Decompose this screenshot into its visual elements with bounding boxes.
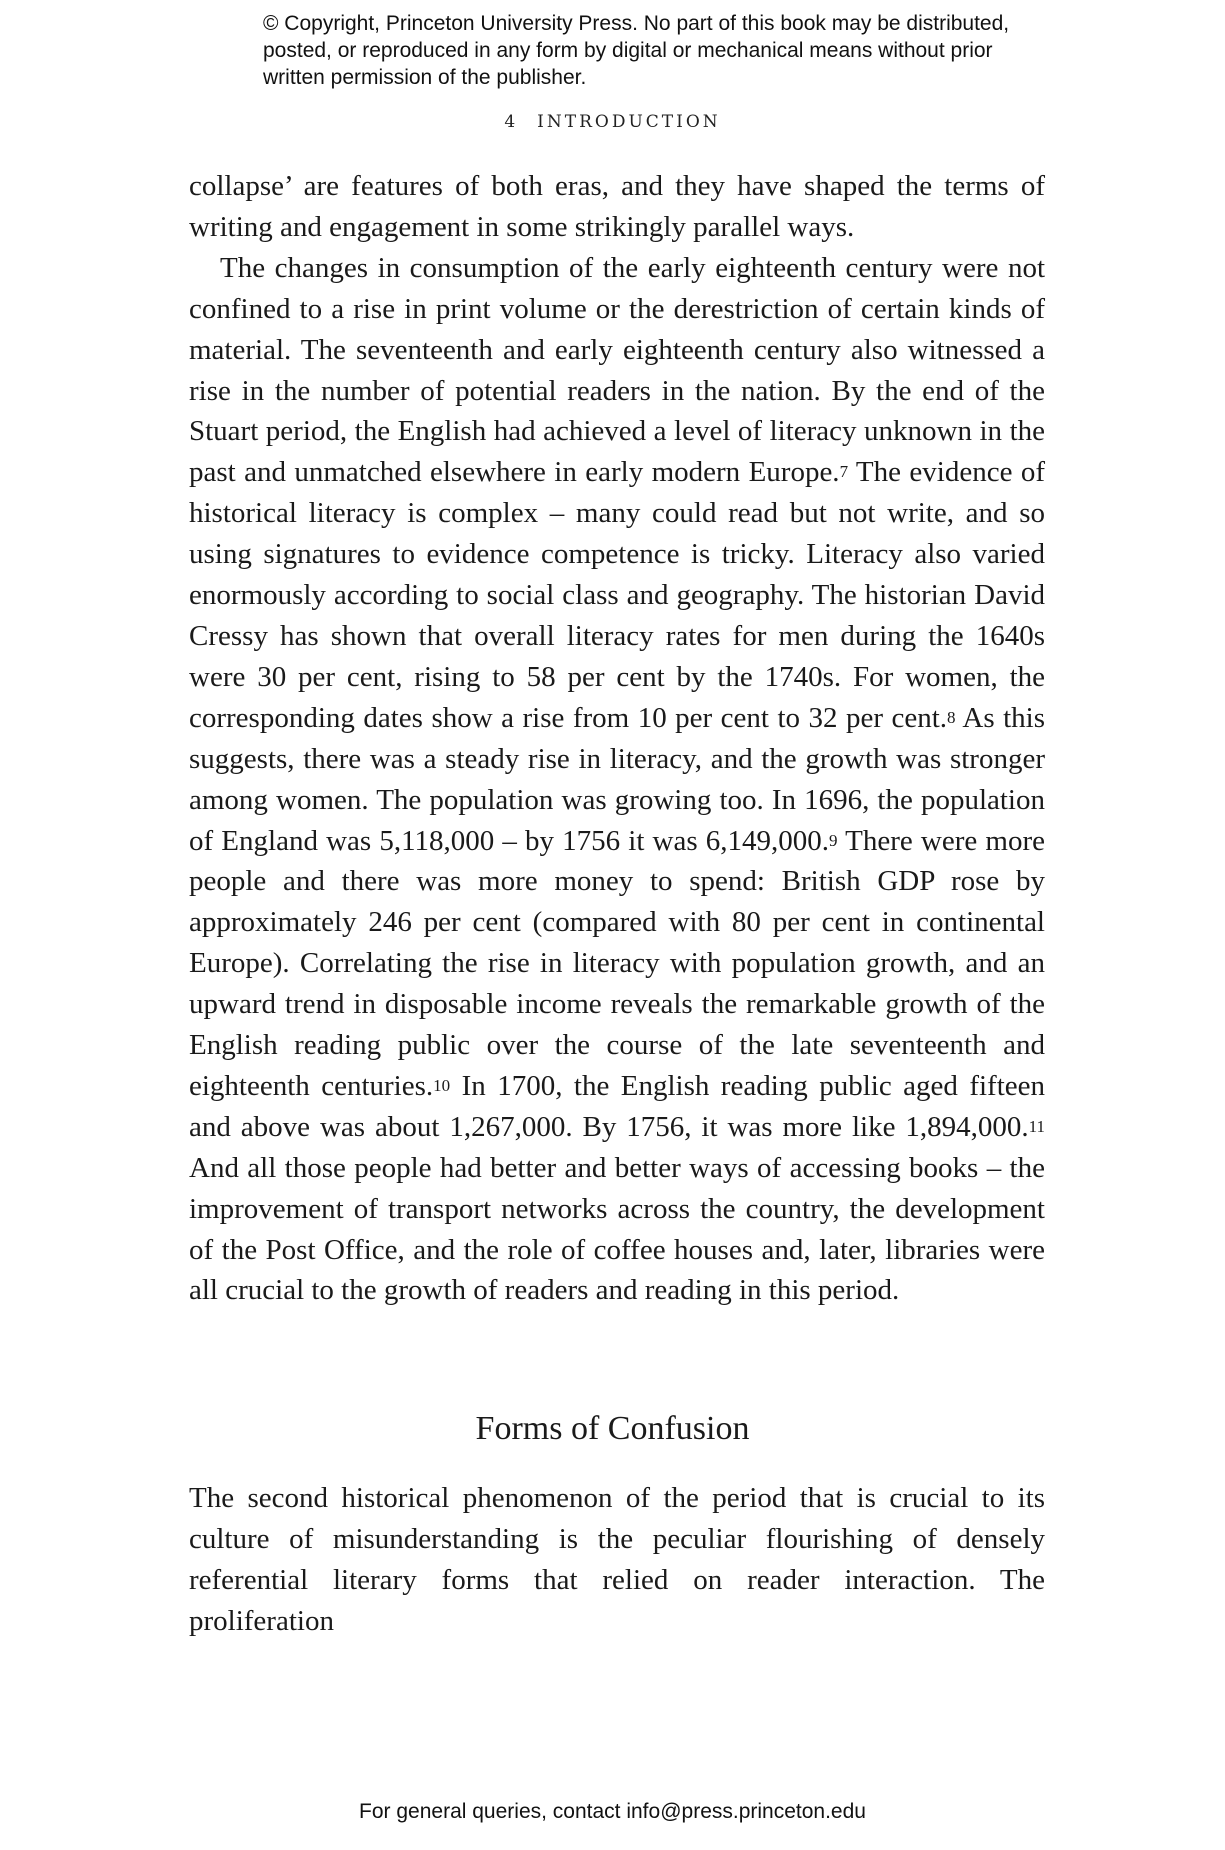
paragraph-continued: collapse’ are features of both eras, and they have shaped the terms of writing and engagement in some strikingly parallel ways.	[189, 170, 1045, 243]
text-run: In 1700, the English reading public aged fifteen and above was about 1,267,000. By 1756, it was more like 1,894,000.	[189, 1069, 1045, 1143]
running-head-title: INTRODUCTION	[537, 112, 721, 132]
text-run: The evidence of historical literacy is complex – many could read but not write, and so using signatures to evidence competence is tricky. Literacy also varied enormously according to social class and geography. The historian David Cressy has shown that overall literacy rates for men during the 1640s were 30 per cent, rising to 58 per cent by the 1740s. For women, the corresponding dates show a rise from 10 per cent to 32 per cent.	[189, 456, 1045, 734]
body-text	[189, 166, 1045, 1311]
paragraph-literacy	[189, 248, 1045, 1312]
footer-contact: For general queries, contact info@press.princeton.edu	[359, 1800, 866, 1823]
copyright-notice: © Copyright, Princeton University Press. No part of this book may be distributed, posted, or reproduced in any form by digital or mechanical means without prior written permission of the publisher.	[263, 12, 1010, 89]
text-run: As this suggests, there was a steady rise in literacy, and the growth was stronger among women. The population was growing too. In 1696, the population of England was 5,118,000 – by 1756 it was 6,149,000.	[189, 701, 1045, 857]
footnote-ref-8: 8	[947, 707, 956, 727]
footnote-ref-7: 7	[839, 462, 849, 482]
text-run: There were more people and there was more money to spend: British GDP rose by approximately 246 per cent (compared with 80 per cent in continental Europe). Correlating the rise in literacy with population growth, and an upward trend in disposable income reveals the remarkable growth of the English reading public over the course of the late seventeenth and eighteenth centuries.	[189, 824, 1045, 1102]
footnote-ref-9: 9	[829, 830, 838, 850]
text-run: And all those people had better and better ways of accessing books – the improvement of transport networks across the country, the development of the Post Office, and the role of coffee houses and, later, libraries were all crucial to the growth of readers and reading in this period.	[189, 1151, 1045, 1307]
running-head	[0, 112, 1225, 132]
section-heading: Forms of Confusion	[475, 1410, 750, 1447]
page-number: 4	[504, 112, 516, 132]
footnote-ref-11: 11	[1028, 1116, 1045, 1136]
footnote-ref-10: 10	[433, 1075, 451, 1095]
section-body-text	[189, 1478, 1045, 1642]
paragraph-forms-of-confusion: The second historical phenomenon of the period that is crucial to its culture of misunderstanding is the peculiar flourishing of densely referential literary forms that relied on reader interaction. The proliferation	[189, 1482, 1045, 1637]
text-run: The changes in consumption of the early eighteenth century were not confined to a rise in print volume or the derestriction of certain kinds of material. The seventeenth and early eighteenth century also witnessed a rise in the number of potential readers in the nation. By the end of the Stuart period, the English had achieved a level of literacy unknown in the past and unmatched elsewhere in early modern Europe.	[189, 251, 1045, 489]
